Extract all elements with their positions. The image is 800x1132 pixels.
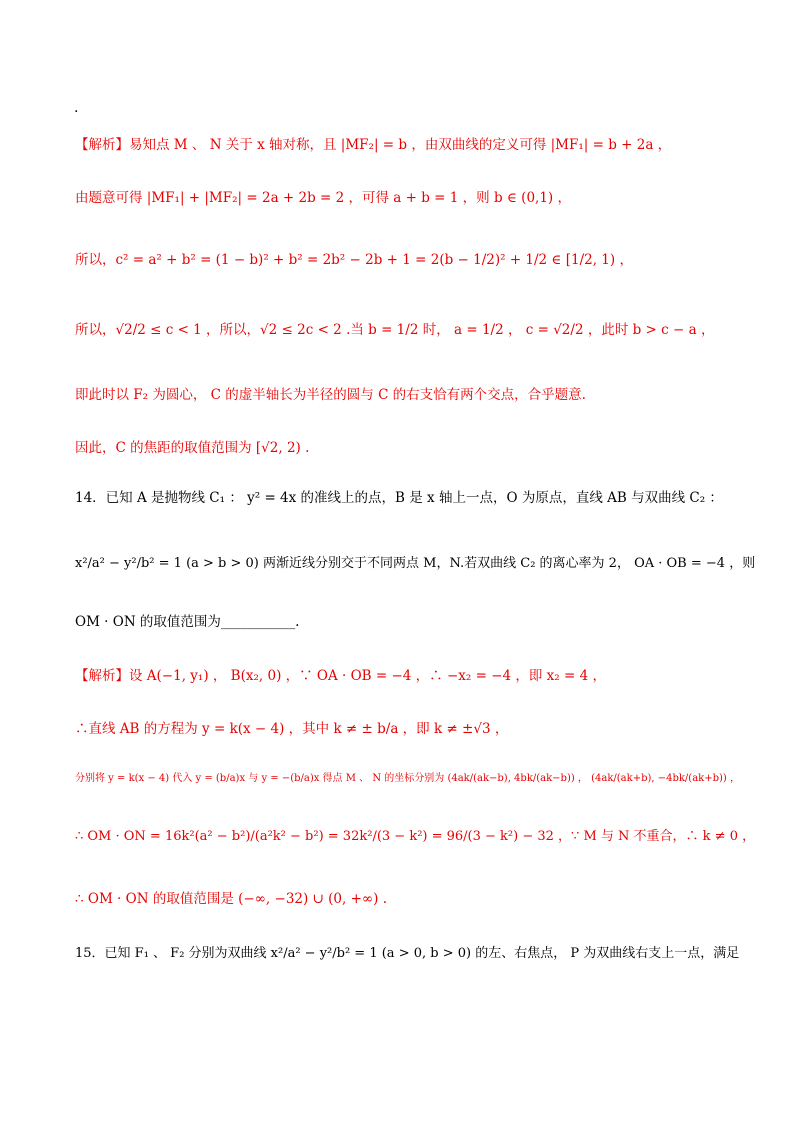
question-15-line-1: 15．已知 F₁ 、 F₂ 分别为双曲线 x²/a² − y²/b² = 1 (a > 0, b > 0) 的左、右焦点， P 为双曲线右支上一点，满足 <box>75 946 740 961</box>
solution-14-line-2: ∴直线 AB 的方程为 y = k(x − 4) ，其中 k ≠ ± b/a ，即 k ≠ ±√3 ， <box>75 721 509 737</box>
solution-14-line-1: 【解析】设 A(−1, y₁) ， B(x₂, 0) ，∵ OA · OB = −4 ，∴ −x₂ = −4 ，即 x₂ = 4 ， <box>75 668 606 684</box>
question-14-line-3: OM · ON 的取值范围为___________. <box>75 614 300 630</box>
solution-line-2: 由题意可得 |MF₁| + |MF₂| = 2a + 2b = 2 ，可得 a + b = 1 ，则 b ∈ (0,1) ， <box>75 190 571 206</box>
solution-14-line-3: 分别将 y = k(x − 4) 代入 y = (b/a)x 与 y = −(b/a)x 得点 M 、 N 的坐标分别为 (4ak/(ak−b), 4bk/(ak−b)) ， (4ak/(ak+b), −4bk/(ak+b)) ， <box>75 773 740 784</box>
top-dot: . <box>74 100 79 116</box>
question-14-line-2: x²/a² − y²/b² = 1 (a > b > 0) 两渐近线分别交于不同两点 M，N.若双曲线 C₂ 的离心率为 2， OA · OB = −4 ，则 <box>75 556 756 571</box>
solution-line-3: 所以，c² = a² + b² = (1 − b)² + b² = 2b² − 2b + 1 = 2(b − 1/2)² + 1/2 ∈ [1/2, 1) ， <box>75 252 633 268</box>
solution-14-line-5: ∴ OM · ON 的取值范围是 (−∞, −32) ∪ (0, +∞) . <box>75 891 388 907</box>
solution-14-line-4: ∴ OM · ON = 16k²(a² − b²)/(a²k² − b²) = 32k²/(3 − k²) = 96/(3 − k²) − 32 ，∵ M 与 N 不重合，∴ k ≠ 0 ， <box>75 829 756 844</box>
question-14-line-1: 14．已知 A 是抛物线 C₁ ： y² = 4x 的准线上的点，B 是 x 轴上一点，O 为原点，直线 AB 与双曲线 C₂ ： <box>75 490 723 506</box>
solution-line-1: 【解析】易知点 M 、 N 关于 x 轴对称，且 |MF₂| = b ，由双曲线的定义可得 |MF₁| = b + 2a ， <box>75 137 672 153</box>
solution-line-4: 所以，√2/2 ≤ c < 1 ，所以，√2 ≤ 2c < 2 .当 b = 1/2 时， a = 1/2 ， c = √2/2 ，此时 b > c − a ， <box>75 322 715 338</box>
solution-line-5: 即此时以 F₂ 为圆心， C 的虚半轴长为半径的圆与 C 的右支恰有两个交点，合乎题意. <box>75 387 586 403</box>
solution-line-6: 因此，C 的焦距的取值范围为 [√2, 2) . <box>75 440 310 456</box>
